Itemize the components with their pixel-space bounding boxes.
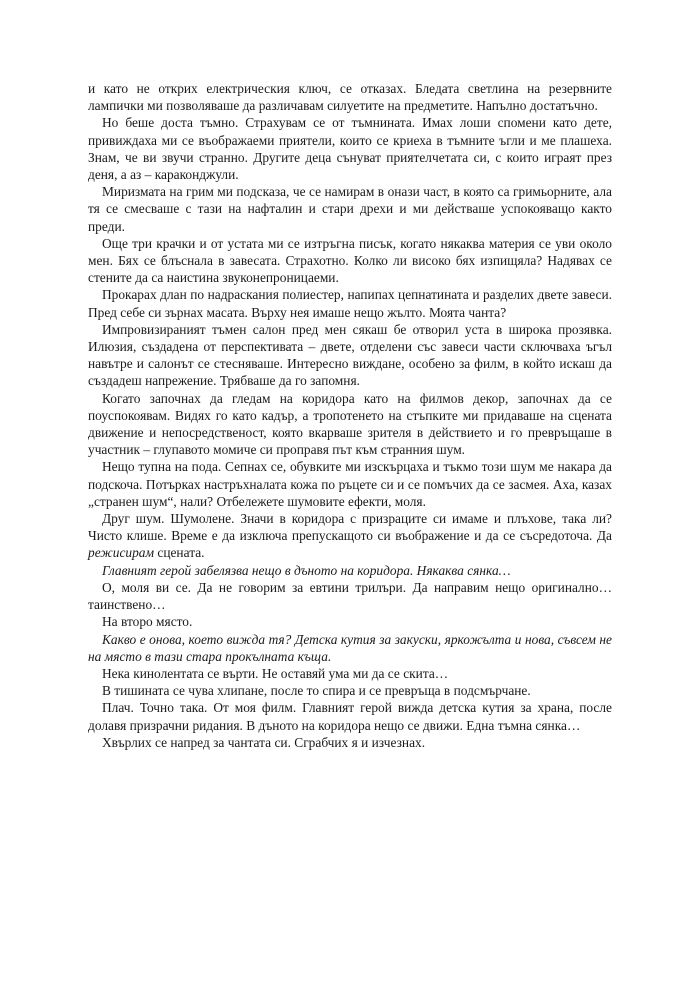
paragraph-9-tail: сцената. xyxy=(154,545,205,561)
paragraph-5: Прокарах длан по надраскания полиестер, напипах цепнатината и разделих двете завеси. Пред себе си зърнах масата. Върху нея имаше нещо жълто. Моята чанта? xyxy=(88,287,612,320)
paragraph-9-text: Друг шум. Шумолене. Значи в коридора с призраците си имаме и плъхове, така ли? Чисто клише. Време е да изключа препускащото си въображение и да се съсредоточа. Да xyxy=(88,511,612,544)
paragraph-16: Плач. Точно така. От моя филм. Главният герой вижда детска кутия за храна, после долавя призрачни ридания. В дъното на коридора нещо се движи. Една тъмна сянка… xyxy=(88,700,612,733)
document-body xyxy=(88,80,612,751)
paragraph-14: Нека кинолентата се върти. Не оставяй ума ми да се скита… xyxy=(102,665,449,681)
paragraph-13: Какво е онова, което вижда тя? Детска кутия за закуски, яркожълта и нова, съвсем не на място в тази стара прокълната къща. xyxy=(88,631,612,664)
paragraph-10: Главният герой забелязва нещо в дъното на коридора. Някаква сянка… xyxy=(102,562,511,578)
paragraph-9 xyxy=(88,510,612,562)
paragraph-3: Миризмата на грим ми подсказа, че се намирам в онази част, в която са гримьорните, ала тя се смесваше с тази на нафталин и стари дрехи и ми действаше успокояващо както преди. xyxy=(88,184,612,234)
paragraph-17: Хвърлих се напред за чантата си. Сграбчих я и изчезнах. xyxy=(102,734,426,750)
paragraph-11: О, моля ви се. Да не говорим за евтини трилъри. Да направим нещо оригинално… таинствено… xyxy=(88,579,612,613)
paragraph-12: На второ място. xyxy=(102,614,193,630)
paragraph-9-emphasis: режисирам xyxy=(88,545,155,561)
paragraph-15: В тишината се чува хлипане, после то спира и се превръща в подсмърчане. xyxy=(102,683,531,699)
paragraph-4: Още три крачки и от устата ми се изтръгна писък, когато някаква материя се уви около мен. Бях се блъснала в завесата. Страхотно. Колко ли високо бях изпищяла? Надявах се стените да са наистина звуконепроницаеми. xyxy=(88,235,612,286)
paragraph-1: и като не открих електрическия ключ, се отказах. Бледата светлина на резервните лампички ми позволяваше да различавам силуетите на предметите. Напълно достатъчно. xyxy=(88,81,612,114)
paragraph-2: Но беше доста тъмно. Страхувам се от тъмнината. Имах лоши спомени като дете, привиждаха ми се въображаеми приятели, които се криеха в тъмните ъгли и ме плашеха. Знам, че ви звучи странно. Другите деца сънуват приятелчетата си, с които играят през деня, а аз – караконджули. xyxy=(88,115,612,183)
paragraph-7: Когато започнах да гледам на коридора като на филмов декор, започнах да се поуспокоявам. Видях го като кадър, а тропотенето на стъпките ми придаваше на сцената движение и непосредственост, която вкарваше зрителя в действието и го превръщаше в участник – глупавото момиче си проправя път към странния шум. xyxy=(88,390,612,458)
paragraph-8: Нещо тупна на пода. Сепнах се, обувките ми изскърцаха и тъкмо този шум ме накара да подскоча. Потърках настръхналата кожа по ръцете си и се помъчих да се засмея. Аха, казах „странен шум“, нали? Отбележете шумовите ефекти, моля. xyxy=(88,459,612,509)
paragraph-6: Импровизираният тъмен салон пред мен сякаш бе отворил уста в широка прозявка. Илюзия, създадена от перспективата – двете, отделени със завеси части сключваха ъгъл навътре и салонът се стесняваше. Интересно виждане, особено за филм, в който искаш да създадеш напрежение. Трябваше да го запомня. xyxy=(88,321,612,389)
